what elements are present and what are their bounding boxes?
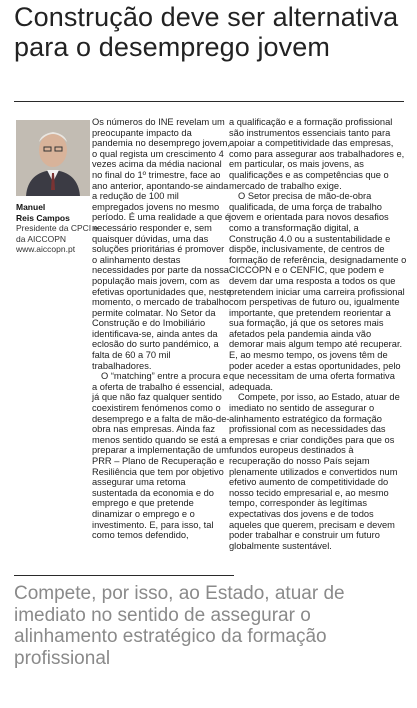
pull-quote: Compete, por isso, ao Estado, atuar de imediato no sentido de assegurar o alinhamento estratégico da formação profissional — [14, 583, 345, 669]
pull-quote-divider — [14, 575, 234, 576]
paragraph: Os números do INE revelam um preocupante impacto da pandemia no desemprego jovem, o qual regista um crescimento 4 vezes acima da média nacional no final do 1º trimestre, face ao ano anterior, apontando-se ainda a redução de 100 mil empregados jovens no mesmo período. É uma realidade a que é necessário responder e, sem quaisquer dúvidas, uma das soluções prioritárias é promover o alinhamento destas necessidades por parte da nossa população mais jovem, com as efetivas oportunidades que, neste momento, o mercado de trabalho permite colmatar. No Setor da Construção e do Imobiliário identificava-se, ainda antes da eclosão do surto pandémico, a falta de 60 a 70 mil trabalhadores. — [92, 117, 232, 371]
article-column-right — [229, 117, 407, 551]
author-photo — [16, 120, 90, 196]
paragraph: a qualificação e a formação profissional são instrumentos essenciais tanto para apoiar a competitividade das empresas, como para assegurar aos trabalhadores e, em particular, os mais jovens, as qualificações e as competências que o mercado de trabalho exige. — [229, 117, 405, 191]
headline-divider — [14, 101, 404, 102]
author-role: Presidente da CPCI e da AICCOPN — [16, 223, 99, 244]
headline: Construção deve ser alternativa para o desemprego jovem — [14, 2, 399, 62]
paragraph: O Setor precisa de mão-de-obra qualificada, de uma força de trabalho jovem e orientada para novos desafios como a transformação digital, a Construção 4.0 ou a sustentabilidade e dispõe, inclusivamente, de centros de formação de referência, designadamente o CICCOPN e o CENFIC, que podem e devem dar uma resposta a todos os que pretendem iniciar uma carreira profissional com perspetivas de futuro ou, igualmente importante, que pretendem reorientar a sua formação, já que os setores mais afetados pela pandemia ainda vão demorar mais algum tempo até recuperar. E, ao mesmo tempo, os jovens têm de poder aceder a estas oportunidades, pelo que necessitam de uma oferta formativa adequada. — [229, 191, 407, 392]
paragraph: O “matching” entre a procura e a oferta de trabalho é essencial, já que não faz qualquer sentido coexistirem fenómenos como o desemprego e a falta de mão-de-obra nas empresas. Ainda faz menos sentido quando se está a preparar a implementação de um PRR – Plano de Recuperação e Resiliência que tem por objetivo assegurar uma retoma sustentada da economia e do emprego e que pretende dinamizar o emprego e o investimento. E, para isso, tal como temos defendido, — [92, 371, 230, 541]
article-column-middle — [92, 117, 232, 541]
author-first-name: Manuel — [16, 202, 46, 212]
author-last-name: Reis Campos — [16, 212, 70, 223]
paragraph: Compete, por isso, ao Estado, atuar de imediato no sentido de assegurar o alinhamento estratégico da formação profissional com as necessidades das empresas e criar condições para que os fundos europeus destinados à recuperação do nosso País sejam plenamente utilizados e convertidos num efetivo aumento de competitividade do nosso tecido empresarial e, ao mesmo tempo, corresponder às legítimas expectativas dos jovens e de todos aqueles que querem, precisam e devem poder trabalhar e construir um futuro globalmente sustentável. — [229, 392, 400, 551]
author-url[interactable]: www.aiccopn.pt — [16, 244, 76, 254]
